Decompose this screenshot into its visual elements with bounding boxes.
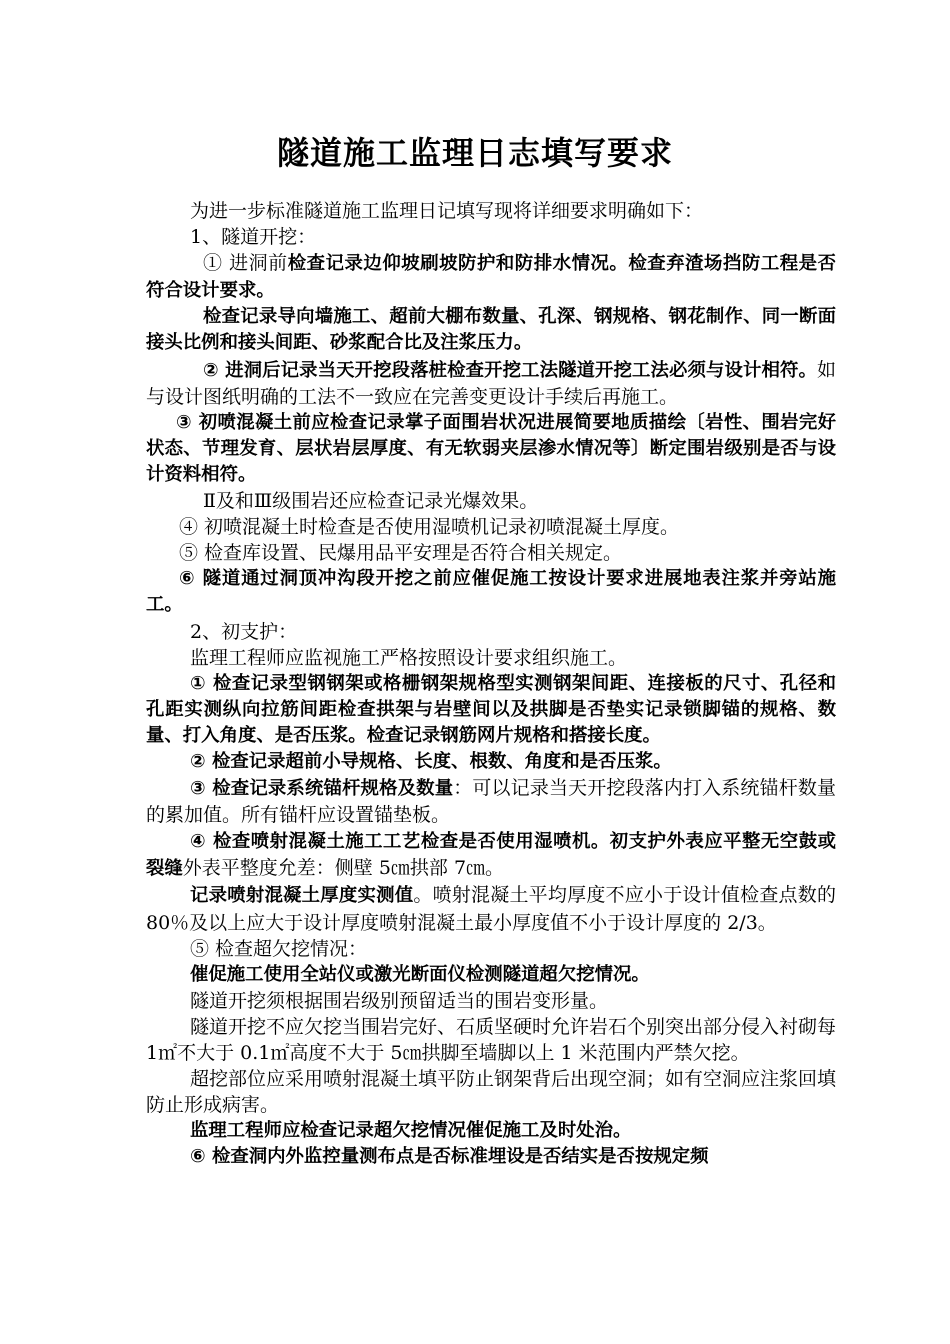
paragraph-support-3 xyxy=(146,775,836,828)
paragraph-normal: ：可以记录当天开挖段落内打入系统锚杆数量的累加值。所有锚杆应设置锚垫板。 xyxy=(146,777,836,827)
section-heading-excavation: 1、隧道开挖： xyxy=(190,226,317,249)
paragraph-excavation-5: ⑤ 检查库设置、民爆用品平安理是否符合相关规定。 xyxy=(179,542,623,565)
paragraph-engineer-check: 监理工程师应检查记录超欠挖情况催促施工及时处治。 xyxy=(190,1120,632,1142)
section-heading-support: 2、初支护： xyxy=(190,620,298,643)
paragraph-excavation-4: ④ 初喷混凝土时检查是否使用湿喷机记录初喷混凝土厚度。 xyxy=(179,516,680,539)
paragraph-deformation: 隧道开挖须根据围岩级别预留适当的围岩变形量。 xyxy=(190,989,609,1012)
paragraph-emphasis: ③ 检查记录系统锚杆规格及数量 xyxy=(190,778,454,800)
paragraph-emphasis: 检查记录边仰坡刷坡防护和防排水情况。检查弃渣场挡防工程是否符合设计要求。 xyxy=(146,253,836,302)
paragraph-excavation-blasting: Ⅱ及和Ⅲ级围岩还应检查记录光爆效果。 xyxy=(203,490,539,513)
paragraph-support-6: ⑥ 检查洞内外监控量测布点是否标准埋设是否结实是否按规定频 xyxy=(190,1146,709,1168)
paragraph-overbreak-fill: 超挖部位应采用喷射混凝土填平防止钢架背后出现空洞；如有空洞应注浆回填防止形成病害。 xyxy=(146,1068,837,1117)
paragraph-excavation-2 xyxy=(146,357,836,410)
paragraph-normal: 如与设计图纸明确的工法不一致应在完善变更设计手续后再施工。 xyxy=(146,358,836,408)
paragraph-normal: 外表平整度允差：侧壁 5㎝拱部 7㎝。 xyxy=(182,857,505,880)
paragraph-support-4 xyxy=(146,828,836,882)
paragraph-excavation-1 xyxy=(146,250,836,304)
paragraph-underbreak: 隧道开挖不应欠挖当围岩完好、石质坚硬时允许岩石个别突出部分侵入衬砌每 1㎡不大于 0.1㎡高度不大于 5㎝拱脚至墙脚以上 1 米范围内严禁欠挖。 xyxy=(146,1015,837,1064)
paragraph-support-1: ① 检查记录型钢钢架或格栅钢架规格型实测钢架间距、连接板的尺寸、孔径和孔距实测纵向拉筋间距检查拱架与岩壁间以及拱脚是否垫实记录锁脚锚的规格、数量、打入角度、是否压浆。检查记录钢筋网片规格和搭接长度。 xyxy=(146,672,836,746)
document-title: 隧道施工监理日志填写要求 xyxy=(276,134,673,172)
paragraph-emphasis: 记录喷射混凝土厚度实测值 xyxy=(190,885,414,907)
intro-paragraph: 为进一步标准隧道施工监理日记填写现将详细要求明确如下： xyxy=(190,200,704,222)
paragraph-excavation-6: ⑥ 隧道通过洞顶冲沟段开挖之前应催促施工按设计要求进展地表注浆并旁站施工。 xyxy=(146,568,836,616)
paragraph-excavation-3: ③ 初喷混凝土前应检查记录掌子面围岩状况进展简要地质描绘〔岩性、围岩完好状态、节理发育、层状岩层厚度、有无软弱夹层渗水情况等〕断定围岩级别是否与设计资料相符。 xyxy=(146,411,836,485)
paragraph-support-thickness xyxy=(146,882,836,935)
paragraph-normal: 。喷射混凝土平均厚度不应小于设计值检查点数的 80％及以上应大于设计厚度喷射混凝土最小厚度值不小于设计厚度的 2/3。 xyxy=(146,884,836,934)
paragraph-lead: ① 进洞前 xyxy=(203,252,288,275)
paragraph-support-5: ⑤ 检查超欠挖情况： xyxy=(190,937,368,960)
paragraph-support-intro: 监理工程师应监视施工严格按照设计要求组织施工。 xyxy=(190,646,628,669)
paragraph-emphasis: ② 进洞后记录当天开挖段落桩检查开挖工法隧道开挖工法必须与设计相符。 xyxy=(203,359,817,381)
paragraph-overbreak-check: 催促施工使用全站仪或激光断面仪检测隧道超欠挖情况。 xyxy=(190,963,650,985)
paragraph-emphasis: ④ 检查喷射混凝土施工工艺检查是否使用湿喷机。初支护外表应平整无空鼓或裂缝 xyxy=(146,831,836,880)
paragraph-support-2: ② 检查记录超前小导规格、长度、根数、角度和是否压浆。 xyxy=(190,750,672,772)
document-body xyxy=(146,198,836,1170)
paragraph-excavation-guide-wall: 检查记录导向墙施工、超前大棚布数量、孔深、钢规格、钢花制作、同一断面接头比例和接头间距、砂浆配合比及注浆压力。 xyxy=(146,306,836,354)
